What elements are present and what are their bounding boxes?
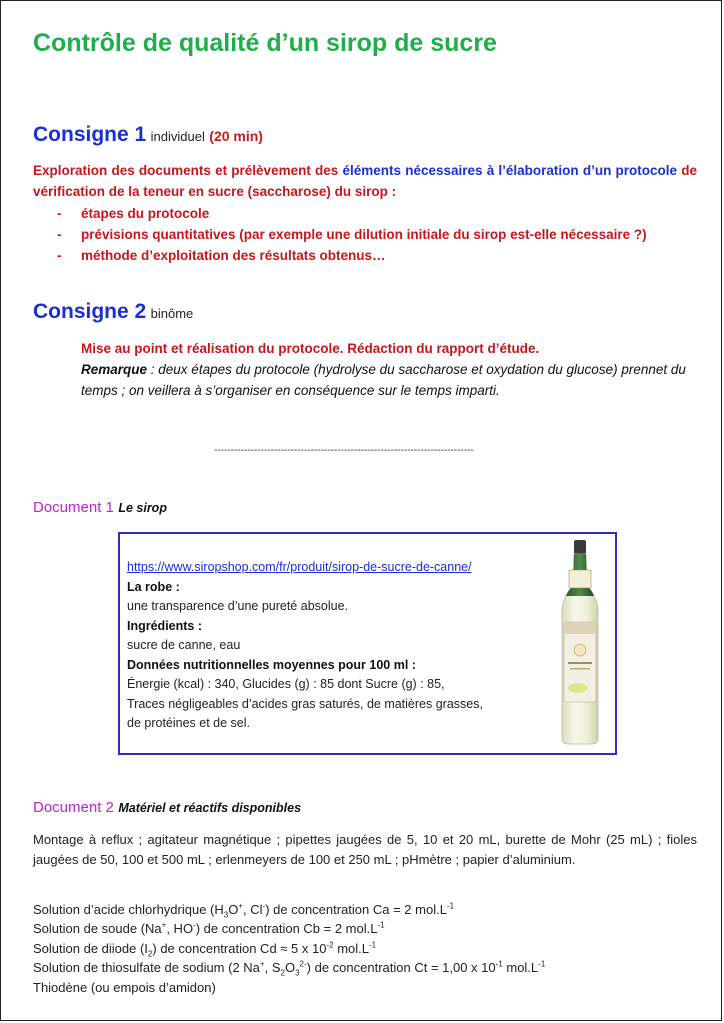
reagent-line	[33, 958, 697, 977]
neck-tag	[569, 570, 591, 588]
superscript: -2	[326, 940, 334, 950]
reagent-text: O	[228, 902, 239, 917]
reagent-text: mol.L	[333, 940, 369, 956]
page-title: Contrôle de qualité d’un sirop de sucre	[33, 29, 497, 57]
bullet-text: prévisions quantitatives (par exemple une dilution initiale du sirop est-elle nécessaire ?)	[81, 227, 647, 242]
subscript: 2	[147, 949, 153, 959]
reagent-text: , Cl	[243, 902, 263, 917]
document-1-heading	[33, 499, 167, 517]
reagent-text: Solution de thiosulfate de sodium (2 Na	[33, 960, 260, 976]
list-item	[33, 245, 697, 266]
label-emblem	[574, 644, 586, 656]
superscript: +	[161, 921, 167, 931]
consigne-1-time: (20 min)	[209, 128, 263, 144]
superscript: 2-	[299, 959, 307, 969]
robe-text: une transparence d’une pureté absolue.	[127, 599, 348, 613]
label-line	[568, 662, 592, 664]
remark-label: Remarque	[81, 362, 148, 377]
subscript: 3	[223, 910, 229, 920]
consigne-2-heading	[33, 300, 193, 324]
nutrition-line: Énergie (kcal) : 340, Glucides (g) : 85 dont Sucre (g) : 85,	[127, 677, 445, 691]
document-2-heading	[33, 799, 301, 817]
lemon-illustration	[568, 683, 588, 693]
document-2-label: Document 2	[33, 799, 114, 816]
superscript: -1	[538, 959, 546, 969]
superscript: -	[262, 901, 266, 911]
reagent-text: , HO	[166, 921, 194, 937]
label-band	[564, 622, 596, 634]
reagent-text: ) de concentration Ca = 2 mol.L	[265, 902, 447, 917]
consigne-2-mode: binôme	[150, 306, 194, 321]
superscript: +	[238, 901, 244, 911]
product-link[interactable]: https://www.siropshop.com/fr/produit/sirop-de-sucre-de-canne/	[127, 560, 472, 574]
superscript: -1	[377, 921, 385, 931]
consigne-2-remark	[81, 359, 697, 401]
document-1-content	[127, 558, 547, 734]
reagent-line: Thiodène (ou empois d’amidon)	[33, 979, 216, 995]
robe-heading: La robe :	[127, 579, 180, 594]
reagent-text: Solution d’acide chlorhydrique (H	[33, 902, 224, 917]
nutrition-heading: Données nutritionnelles moyennes pour 100 ml :	[127, 657, 416, 672]
nutrition-line: Traces négligeables d’acides gras saturés, de matières grasses,	[127, 696, 483, 711]
syrup-bottle-image	[552, 538, 608, 748]
consigne-1-text	[33, 160, 697, 202]
reagent-text: mol.L	[502, 960, 539, 976]
superscript: -1	[368, 940, 377, 950]
consigne-2-text	[81, 338, 697, 401]
separator: ------------------------------------------------------------------------------	[214, 445, 474, 456]
document-1-subtitle: Le sirop	[118, 501, 167, 515]
document-1-label: Document 1	[33, 499, 114, 516]
reagent-text: ) de concentration Ct = 1,00 x 10	[306, 960, 496, 976]
consigne-1-heading	[33, 123, 263, 147]
dash-icon: -	[57, 206, 62, 221]
reagent-text: Solution de soude (Na	[33, 921, 162, 937]
dash-icon: -	[57, 248, 62, 263]
document-1-box	[118, 532, 617, 755]
superscript: -1	[495, 959, 503, 969]
reagents-list	[33, 900, 697, 997]
reagent-text: ) de concentration Cd ≈ 5 x 10	[152, 940, 327, 956]
consigne-1-text-highlight: éléments nécessaires à l’élaboration d’un protocole	[342, 163, 678, 178]
consigne-1-text-part1: Exploration des documents et prélèvement des	[33, 163, 343, 178]
bottle-cap	[574, 540, 586, 554]
consigne-2-label: Consigne 2	[33, 300, 147, 323]
label-line	[570, 668, 590, 670]
bullet-text: méthode d’exploitation des résultats obtenus…	[81, 248, 386, 263]
list-item	[33, 203, 697, 224]
consigne-1-bullets	[33, 203, 697, 266]
document-2-subtitle: Matériel et réactifs disponibles	[118, 801, 302, 815]
superscript: -	[193, 921, 196, 931]
remark-text: : deux étapes du protocole (hydrolyse du saccharose et oxydation du glucose) prennet du temps ; on veillera à s’organiser en conséquence sur le temps imparti.	[81, 362, 686, 398]
materials-text: Montage à reflux ; agitateur magnétique ; pipettes jaugées de 5, 10 et 20 mL, burette de Mohr (25 mL) ; fioles jaugées de 50, 100 et 500 mL ; erlenmeyers de 100 et 250 mL ; pHmètre ; papier d’aluminium.	[33, 832, 697, 867]
consigne-1-label: Consigne 1	[33, 123, 147, 146]
ingredients-text: sucre de canne, eau	[127, 638, 241, 652]
reagent-text: , S	[264, 960, 281, 976]
bullet-text: étapes du protocole	[81, 206, 210, 221]
reagent-line	[33, 900, 697, 919]
ingredients-heading: Ingrédients :	[127, 618, 203, 633]
superscript: +	[259, 959, 265, 969]
reagent-text: Solution de diiode (I	[33, 940, 148, 956]
reagent-text: ) de concentration Cb = 2 mol.L	[195, 921, 378, 937]
nutrition-line: de protéines et de sel.	[127, 716, 250, 730]
subscript: 3	[295, 968, 300, 978]
list-item	[33, 224, 697, 245]
consigne-1-text-part2: de vérification de la teneur en sucre (saccharose) du sirop :	[33, 163, 697, 199]
superscript: -1	[446, 901, 455, 911]
reagent-text: O	[284, 960, 296, 976]
dash-icon: -	[57, 227, 62, 242]
reagent-line	[33, 939, 697, 958]
reagent-line	[33, 919, 697, 938]
consigne-2-line1: Mise au point et réalisation du protocole. Rédaction du rapport d’étude.	[81, 341, 540, 356]
subscript: 2	[280, 968, 285, 978]
consigne-1-mode: individuel	[150, 129, 205, 144]
